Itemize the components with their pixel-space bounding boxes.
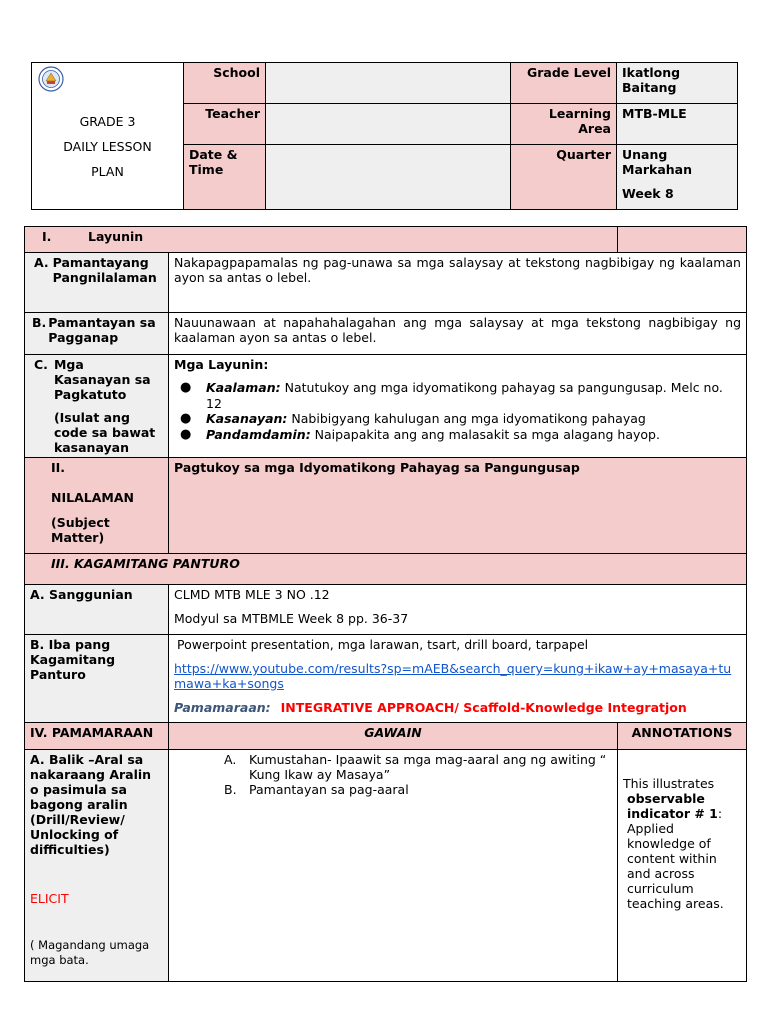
teacher-label: Teacher <box>184 104 266 145</box>
annotation-text: : Applied knowledge of content within and across curriculum teaching areas. <box>627 806 724 911</box>
a-marker: A. <box>34 255 49 270</box>
nilalaman-num: II. <box>51 460 66 475</box>
sanggunian-label: A. Sanggunian <box>25 585 169 635</box>
quarter-value: Unang Markahan <box>622 147 693 177</box>
title-line-3: PLAN <box>91 164 124 179</box>
nilalaman-text: Pagtukoy sa mga Idyomatikong Pahayag sa Pangungusap <box>169 458 747 554</box>
header-table <box>31 62 738 210</box>
nilalaman-sub: (Subject Matter) <box>51 515 110 545</box>
bullet-icon: ● <box>180 411 192 426</box>
layunin-heading-blank <box>618 227 747 253</box>
title-line-2: DAILY LESSON <box>63 139 152 154</box>
b-title: Pamantayan sa Pagganap <box>48 315 156 345</box>
pamantayang-pangnilalaman-text: Nakapagpapamalas ng pag-unawa sa mga salaysay at tekstong nagbibigay ng kaalaman ayon sa antas o lebel. <box>169 253 747 313</box>
objective-item: ● Pandamdamin: Naipapakita ang ang malasakit sa mga alagang hayop. <box>180 426 660 442</box>
pamantayang-pangnilalaman-label <box>25 253 169 313</box>
elicit-label: ELICIT <box>30 891 69 906</box>
youtube-link[interactable]: https://www.youtube.com/results?sp=mAEB&search_query=kung+ikaw+ay+masaya+tumawa+ka+songs <box>174 661 732 691</box>
balik-aral-label <box>25 750 169 982</box>
iba-pang-kagamitan-cell <box>169 635 747 723</box>
b-marker: B. <box>32 315 47 330</box>
nilalaman-label <box>25 458 169 554</box>
pamantayan-sa-pagganap-label <box>25 313 169 355</box>
objective-item: ● Kaalaman: Natutukoy ang mga idyomatikong pahayag sa pangungusap. Melc no. 12 <box>180 380 723 411</box>
activity-item: B. Pamantayan sa pag-aaral <box>224 782 409 797</box>
teacher-value[interactable] <box>266 104 511 145</box>
mga-layunin-heading: Mga Layunin: <box>174 357 269 372</box>
pamamaraan-value: INTEGRATIVE APPROACH/ Scaffold-Knowledge Integratjon <box>280 700 687 715</box>
learning-area-value: MTB-MLE <box>617 104 738 145</box>
mga-kasanayan-label <box>25 355 169 458</box>
date-time-value[interactable] <box>266 145 511 210</box>
a-title: Pamantayang Pangnilalaman <box>52 255 157 285</box>
c-title: Mga Kasanayan sa Pagkatuto <box>53 357 151 402</box>
learning-area-label: Learning Area <box>511 104 617 145</box>
objectives-list <box>174 380 741 442</box>
nilalaman-title: NILALAMAN <box>51 490 134 505</box>
sanggunian-line-2: Modyul sa MTBMLE Week 8 pp. 36-37 <box>174 611 409 626</box>
objective-item: ● Kasanayan: Nabibigyang kahulugan ang mga idyomatikong pahayag <box>180 411 646 426</box>
balik-aral-title: A. Balik –Aral sa nakaraang Aralin o pasimula sa bagong aralin (Drill/Review/ Unlocking of difficulties) <box>30 752 152 857</box>
pamamaraan-heading: IV. PAMAMARAAN <box>25 723 169 750</box>
pamamaraan-label: Pamamaraan: <box>174 700 271 715</box>
layunin-heading <box>25 227 618 253</box>
annotation-intro: This illustrates <box>623 776 715 791</box>
greeting-text: ( Magandang umaga mga bata. <box>30 938 150 967</box>
title-cell <box>32 63 184 210</box>
school-value[interactable] <box>266 63 511 104</box>
gawain-cell <box>169 750 618 982</box>
annotation-indicator: observable indicator # 1 <box>627 791 718 821</box>
bullet-icon: ● <box>180 380 192 395</box>
sanggunian-cell <box>169 585 747 635</box>
iba-pang-kagamitan-label: B. Iba pang Kagamitang Panturo <box>25 635 169 723</box>
pamantayan-sa-pagganap-text: Nauunawaan at napahahalagahan ang mga salaysay at mga tekstong nagbibigay ng kaalaman ayon sa antas o lebel. <box>169 313 747 355</box>
bullet-icon: ● <box>180 426 192 442</box>
lesson-table <box>24 226 747 982</box>
activity-item: A. Kumustahan- Ipaawit sa mga mag-aaral ang ng awiting “ Kung Ikaw ay Masaya” <box>224 752 607 782</box>
kagamitan-list: Powerpoint presentation, mga larawan, tsart, drill board, tarpapel <box>177 637 589 652</box>
school-label: School <box>184 63 266 104</box>
sanggunian-line-1: CLMD MTB MLE 3 NO .12 <box>174 587 330 602</box>
gawain-heading: GAWAIN <box>169 723 618 750</box>
c-note: (Isulat ang code sa bawat kasanayan <box>53 410 156 455</box>
week-value: Week 8 <box>622 186 674 201</box>
deped-seal-icon <box>38 66 64 92</box>
annotations-heading: ANNOTATIONS <box>618 723 747 750</box>
quarter-label: Quarter <box>511 145 617 210</box>
grade-level-value: Ikatlong Baitang <box>617 63 738 104</box>
mga-layunin-cell <box>169 355 747 458</box>
annotation-cell <box>618 750 747 982</box>
title-line-1: GRADE 3 <box>79 114 136 129</box>
layunin-title: Layunin <box>88 229 144 244</box>
layunin-num: I. <box>42 229 52 244</box>
grade-level-label: Grade Level <box>511 63 617 104</box>
quarter-cell <box>617 145 738 210</box>
c-marker: C. <box>34 357 48 372</box>
kagamitan-heading: III. KAGAMITANG PANTURO <box>25 554 747 585</box>
activity-list <box>174 752 612 797</box>
date-time-label: Date & Time <box>184 145 266 210</box>
